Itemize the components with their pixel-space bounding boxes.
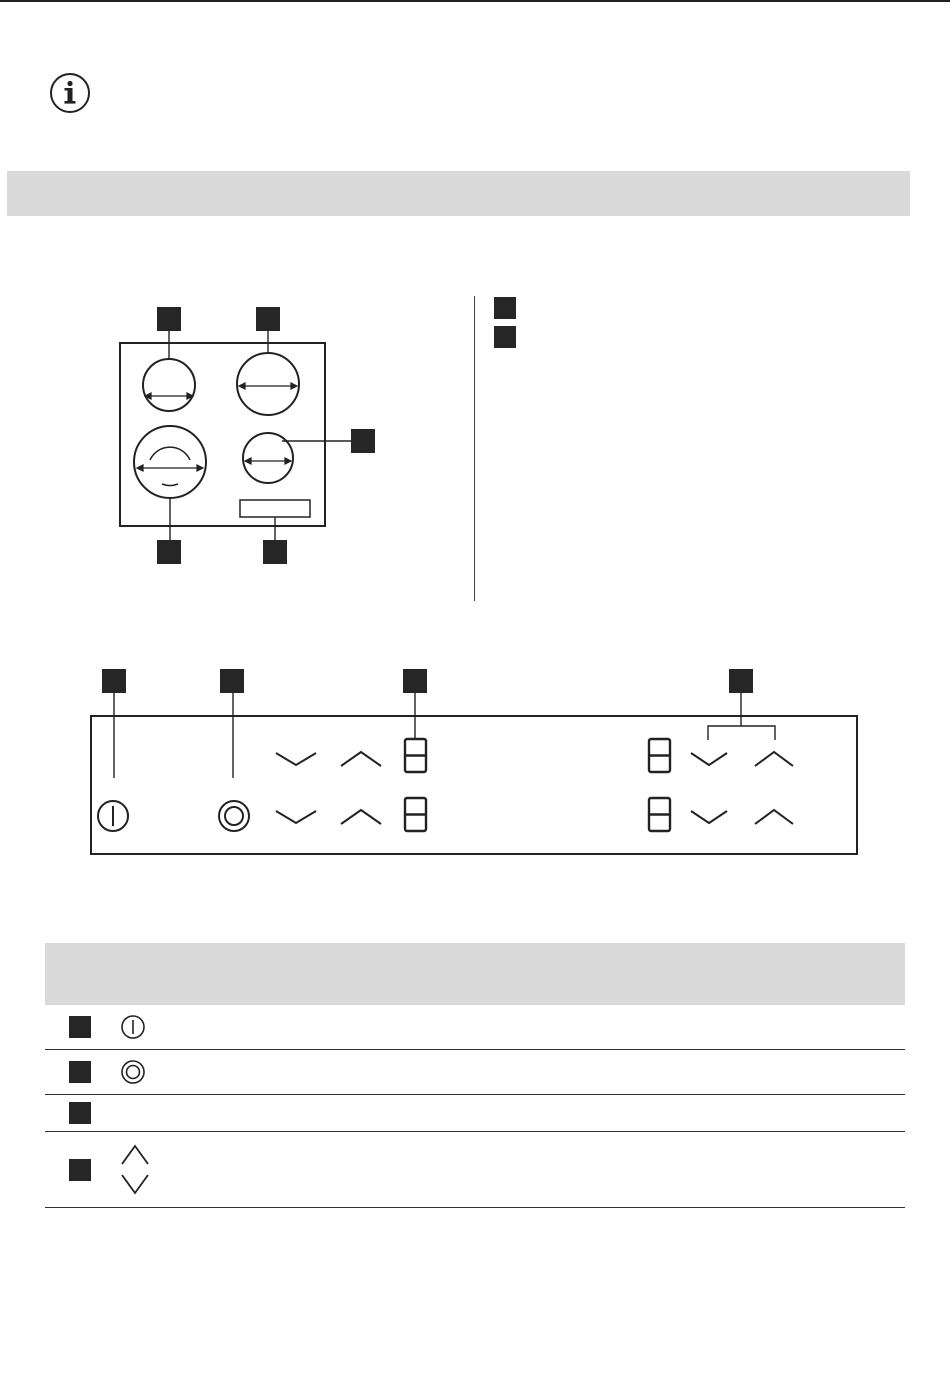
callout-marker — [69, 1159, 91, 1181]
table-row — [45, 1050, 905, 1095]
chevron-down-icon — [276, 811, 316, 823]
cooking-zone-rear-left — [143, 359, 195, 411]
cooking-zone-rear-right — [237, 353, 299, 415]
legend-marker — [494, 297, 516, 319]
table-row — [45, 1005, 905, 1050]
power-icon — [98, 801, 128, 831]
callout-marker — [263, 540, 287, 564]
chevron-up-icon — [341, 810, 381, 824]
chevron-up-icon — [755, 752, 793, 766]
callout-marker — [69, 1061, 91, 1083]
table-row — [45, 1132, 905, 1208]
hob-layout-diagram — [110, 300, 390, 570]
zone-display — [405, 798, 426, 831]
legend-marker — [494, 326, 516, 348]
callout-marker — [69, 1016, 91, 1038]
callout-marker — [351, 429, 375, 453]
section-header-bar — [7, 171, 910, 216]
callout-marker — [157, 540, 181, 564]
callout-marker — [256, 307, 280, 331]
hob-outline — [120, 343, 325, 526]
zone-display — [405, 739, 426, 772]
top-rule — [0, 0, 950, 2]
chevron-down-icon — [691, 753, 727, 765]
chevron-down-icon — [691, 811, 727, 823]
table-header — [45, 943, 905, 1005]
control-panel-symbols — [90, 690, 860, 860]
chevron-up-icon — [341, 752, 381, 766]
control-panel-outline — [240, 500, 310, 517]
callout-marker — [69, 1102, 91, 1124]
up-down-arrows-icon — [119, 1142, 151, 1198]
info-icon — [50, 73, 92, 115]
lock-icon — [219, 801, 249, 831]
callout-marker — [157, 307, 181, 331]
column-divider — [474, 296, 475, 601]
chevron-up-icon — [755, 810, 793, 824]
chevron-down-icon — [276, 753, 316, 765]
power-icon — [120, 1014, 146, 1040]
table-row — [45, 1095, 905, 1132]
lock-icon — [120, 1059, 146, 1085]
cooking-zone-front-left — [134, 426, 206, 498]
zone-display — [649, 798, 670, 831]
zone-display — [649, 739, 670, 772]
